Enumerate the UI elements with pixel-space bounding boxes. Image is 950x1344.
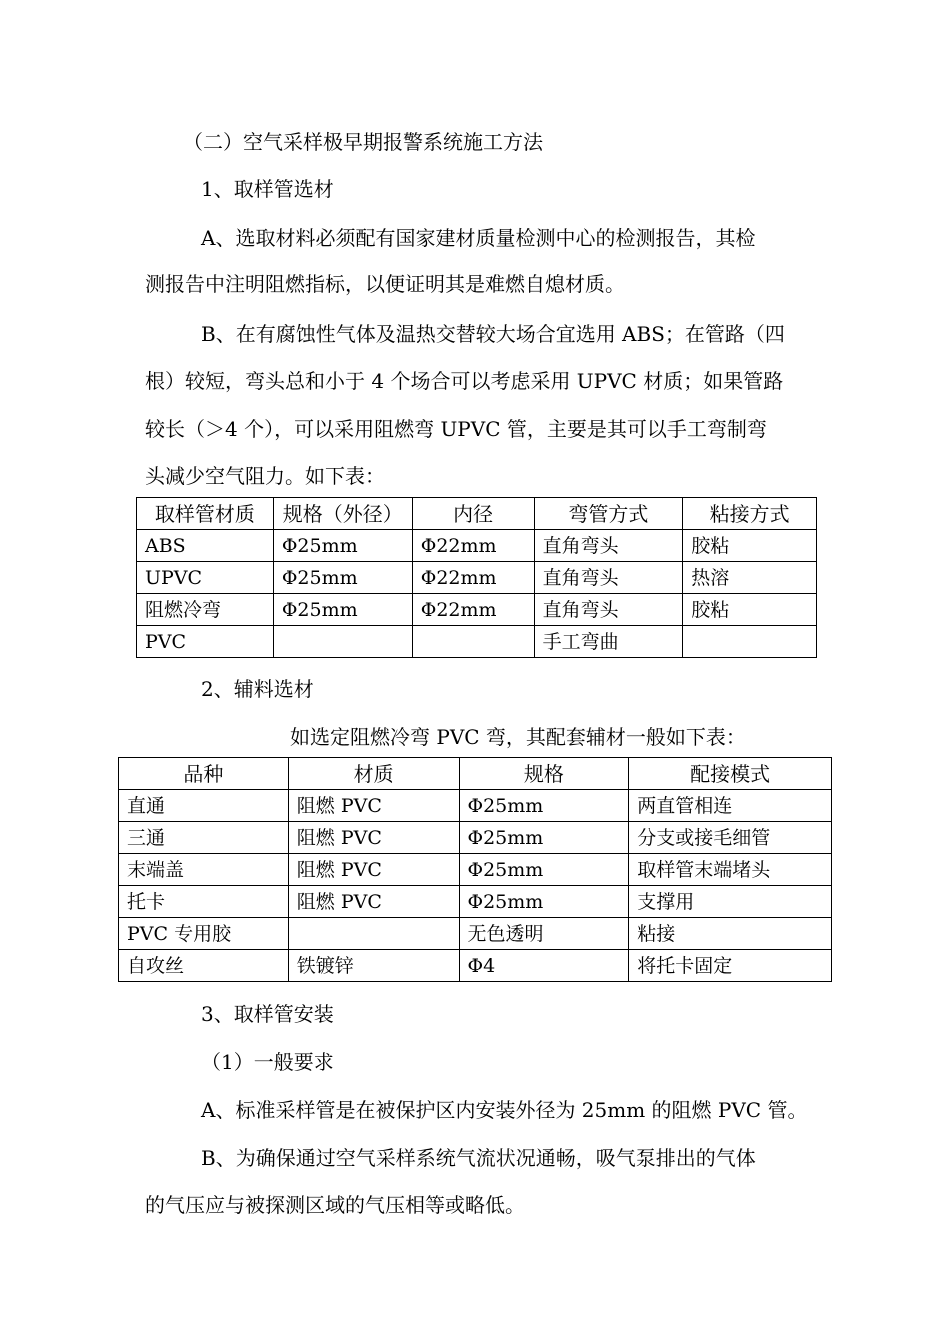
table-cell: 直角弯头: [534, 594, 683, 626]
table-cell: 粘接: [629, 918, 832, 950]
table-cell: 阻燃 PVC: [288, 822, 459, 854]
subsection-heading: （1）一般要求: [201, 1050, 334, 1074]
section-heading: （二）空气采样极早期报警系统施工方法: [183, 130, 543, 154]
table-cell: 分支或接毛细管: [629, 822, 832, 854]
table-cell: Φ25mm: [273, 562, 412, 594]
table-cell: 两直管相连: [629, 790, 832, 822]
table-row: [119, 918, 832, 950]
table-header-cell: 取样管材质: [137, 498, 274, 530]
table-cell: Φ4: [459, 950, 629, 982]
table-header-row: [137, 498, 817, 530]
table-cell: Φ22mm: [412, 594, 534, 626]
table-row: [119, 854, 832, 886]
table-cell: 直角弯头: [534, 530, 683, 562]
table-cell: 无色透明: [459, 918, 629, 950]
subsection-heading: 1、取样管选材: [201, 177, 334, 201]
table-cell: Φ25mm: [273, 530, 412, 562]
table-cell: 自攻丝: [119, 950, 289, 982]
table-cell: 阻燃 PVC: [288, 886, 459, 918]
paragraph-line: 根）较短，弯头总和小于 4 个场合可以考虑采用 UPVC 材质；如果管路: [145, 369, 784, 393]
table-row: [137, 594, 817, 626]
table-row: [137, 562, 817, 594]
table-cell: 取样管末端堵头: [629, 854, 832, 886]
material-table: [136, 497, 817, 658]
table-header-cell: 弯管方式: [534, 498, 683, 530]
table-cell: 胶粘: [683, 530, 817, 562]
paragraph-line: A、标准采样管是在被保护区内安装外径为 25mm 的阻燃 PVC 管。: [201, 1098, 808, 1122]
paragraph-line: B、为确保通过空气采样系统气流状况通畅，吸气泵排出的气体: [201, 1146, 756, 1170]
table-header-cell: 品种: [119, 758, 289, 790]
table-row: [119, 790, 832, 822]
table-header-cell: 配接模式: [629, 758, 832, 790]
table-header-cell: 规格（外径）: [273, 498, 412, 530]
paragraph-line: 的气压应与被探测区域的气压相等或略低。: [145, 1193, 525, 1217]
paragraph-line: 如选定阻燃冷弯 PVC 弯，其配套辅材一般如下表：: [290, 725, 746, 749]
paragraph-line: 较长（＞4 个），可以采用阻燃弯 UPVC 管，主要是其可以手工弯制弯: [145, 417, 767, 441]
table-header-row: [119, 758, 832, 790]
paragraph-line: B、在有腐蚀性气体及温热交替较大场合宜选用 ABS；在管路（四: [201, 322, 785, 346]
paragraph-line: A、选取材料必须配有国家建材质量检测中心的检测报告，其检: [201, 226, 756, 250]
table-cell: UPVC: [137, 562, 274, 594]
table-cell: [412, 626, 534, 658]
table-header-cell: 材质: [288, 758, 459, 790]
table-cell: Φ22mm: [412, 530, 534, 562]
table-cell: 手工弯曲: [534, 626, 683, 658]
table-cell: ABS: [137, 530, 274, 562]
table-row: [137, 530, 817, 562]
table-cell: Φ22mm: [412, 562, 534, 594]
table-row: [119, 822, 832, 854]
table-cell: Φ25mm: [273, 594, 412, 626]
table-header-cell: 粘接方式: [683, 498, 817, 530]
table-cell: 支撑用: [629, 886, 832, 918]
table-cell: [273, 626, 412, 658]
table-cell: PVC: [137, 626, 274, 658]
table-cell: [683, 626, 817, 658]
table-row: [119, 886, 832, 918]
table-cell: Φ25mm: [459, 854, 629, 886]
table-cell: Φ25mm: [459, 886, 629, 918]
subsection-heading: 2、辅料选材: [201, 677, 314, 701]
table-cell: PVC 专用胶: [119, 918, 289, 950]
table-header-cell: 内径: [412, 498, 534, 530]
table-cell: 直角弯头: [534, 562, 683, 594]
table-cell: 胶粘: [683, 594, 817, 626]
table-header-cell: 规格: [459, 758, 629, 790]
table-cell: 托卡: [119, 886, 289, 918]
table-cell: [288, 918, 459, 950]
table-cell: 铁镀锌: [288, 950, 459, 982]
table-cell: 将托卡固定: [629, 950, 832, 982]
subsection-heading: 3、取样管安装: [201, 1002, 334, 1026]
table-cell: 三通: [119, 822, 289, 854]
table-cell: 阻燃冷弯: [137, 594, 274, 626]
table-cell: 末端盖: [119, 854, 289, 886]
table-cell: 直通: [119, 790, 289, 822]
table-cell: 阻燃 PVC: [288, 790, 459, 822]
table-cell: Φ25mm: [459, 790, 629, 822]
paragraph-line: 头减少空气阻力。如下表：: [145, 464, 385, 488]
table-cell: 热溶: [683, 562, 817, 594]
paragraph-line: 测报告中注明阻燃指标，以便证明其是难燃自熄材质。: [145, 272, 625, 296]
table-cell: Φ25mm: [459, 822, 629, 854]
table-row: [119, 950, 832, 982]
table-cell: 阻燃 PVC: [288, 854, 459, 886]
table-row: [137, 626, 817, 658]
accessory-table: [118, 757, 832, 982]
